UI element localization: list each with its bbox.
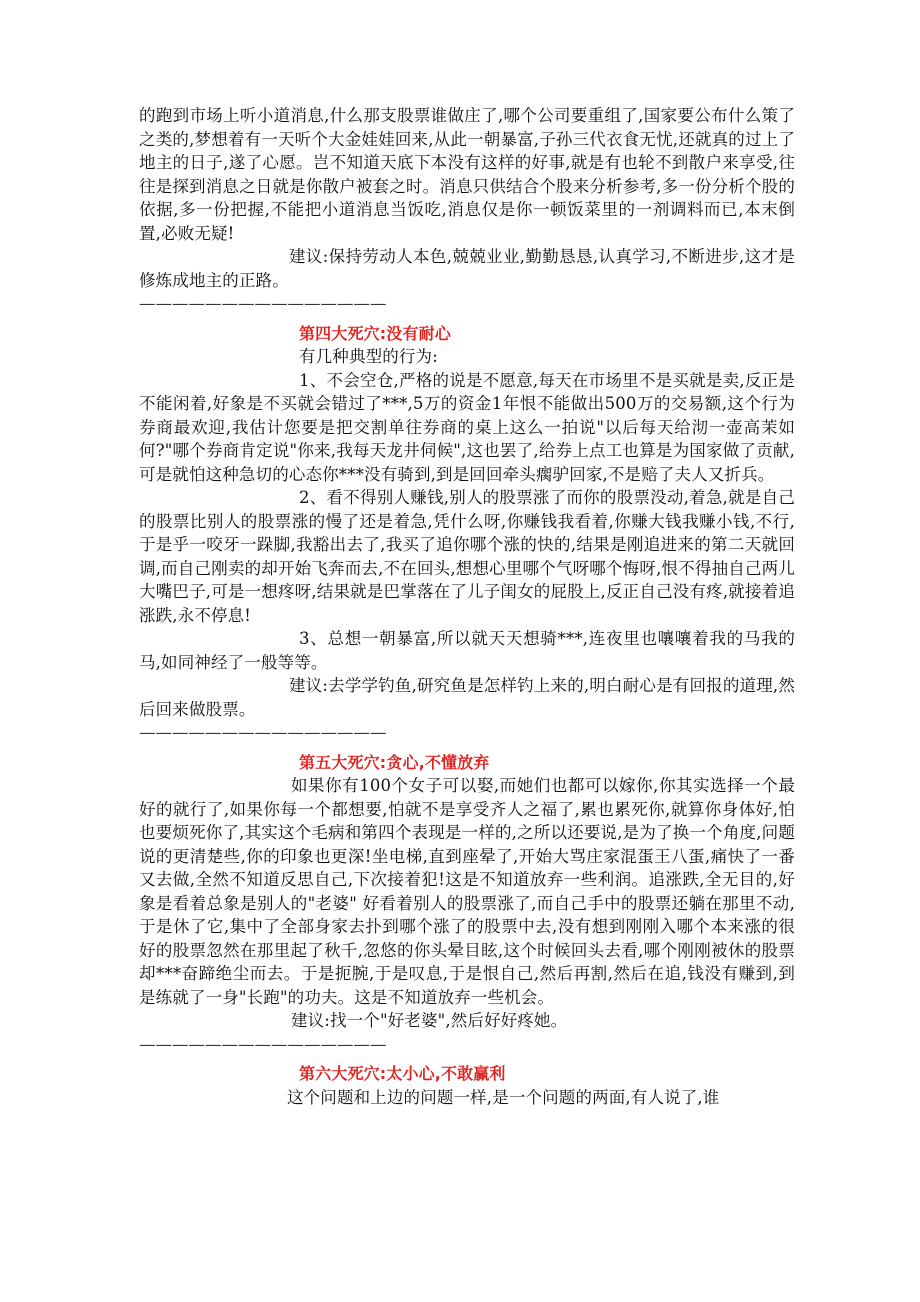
section4-item3: 3、总想一朝暴富,所以就天天想骑***,连夜里也嚷嚷着我的马我的马,如同神经了一般等等。 [139, 629, 795, 672]
section-separator: ——————————————— [139, 723, 387, 742]
section5-advice: 建议:找一个"好老婆",然后好好疼她。 [291, 1011, 568, 1030]
document-page [139, 104, 795, 1109]
section-separator: ——————————————— [139, 294, 387, 313]
section6-body: 这个问题和上边的问题一样,是一个问题的两面,有人说了,谁 [287, 1087, 720, 1107]
section4-title: 第四大死穴:没有耐心 [299, 323, 451, 343]
intro-paragraph: 的跑到市场上听小道消息,什么那支股票谁做庄了,哪个公司要重组了,国家要公布什么策了之类的,梦想着有一天听个大金娃娃回来,从此一朝暴富,子孙三代衣食无忧,还就真的过上了地主的日子,遂了心愿。岂不知道天底下本没有这样的好事,就是有也轮不到散户来享受,往往是探到消息之日就是你散户被套之时。消息只供结合个股来分析参考,多一份分析个股的依据,多一份把握,不能把小道消息当饭吃,消息仅是你一顿饭菜里的一剂调料而已,本末倒置,必败无疑! [139, 106, 795, 243]
section4-advice: 建议:去学学钓鱼,研究鱼是怎样钓上来的,明白耐心是有回报的道理,然后回来做股票。 [139, 676, 795, 719]
section4-item1: 1、不会空仓,严格的说是不愿意,每天在市场里不是买就是卖,反正是不能闲着,好象是不买就会错过了***,5万的资金1年恨不能做出500万的交易额,这个行为券商最欢迎,我估计您要是把交割单往券商的桌上这么一拍说"以后每天给沏一壶高茉如何?"哪个券商肯定说"你来,我每天龙井伺候",这也罢了,给券上点工也算是为国家做了贡献,可是就怕这种急切的心态你***没有骑到,到是回回牵头瘸驴回家,不是赔了夫人又折兵。 [139, 370, 795, 484]
section5-title: 第五大死穴:贪心,不懂放弃 [299, 752, 490, 772]
section6-title: 第六大死穴:太小心,不敢赢利 [299, 1064, 506, 1083]
section5-body: 如果你有100个女子可以娶,而她们也都可以嫁你,你其实选择一个最好的就行了,如果你每一个都想要,怕就不是享受齐人之福了,累也累死你,就算你身体好,怕也要烦死你了,其实这个毛病和第四个表现是一样的,之所以还要说,是为了换一个角度,问题说的更清楚些,你的印象也更深!坐电梯,直到座晕了,开始大骂庄家混蛋王八蛋,痛快了一番又去做,全然不知道反思自己,下次接着犯!这是不知道放弃一些利润。追涨跌,全无目的,好象是看着总象是别人的"老婆" 好看着别人的股票涨了,而自己手中的股票还躺在那里不动,于是休了它,集中了全部身家去扑到哪个涨了的股票中去,没有想到刚刚入哪个本来涨的很好的股票忽然在那里起了秋千,忽悠的你头晕目眩,这个时候回头去看,哪个刚刚被休的股票却***奋蹄绝尘而去。于是扼腕,于是叹息,于是恨自己,然后再割,然后在追,钱没有赚到,到是练就了一身"长跑"的功夫。这是不知道放弃一些机会。 [139, 776, 795, 1007]
section4-lead: 有几种典型的行为: [299, 347, 438, 366]
section4-item2: 2、看不得别人赚钱,别人的股票涨了而你的股票没动,着急,就是自己的股票比别人的股票涨的慢了还是着急,凭什么呀,你赚钱我看着,你赚大钱我赚小钱,不行,于是乎一咬牙一跺脚,我豁出去了,我买了追你哪个涨的快的,结果是刚追进来的第二天就回调,而自己刚卖的却开始飞奔而去,不在回头,想想心里哪个气呀哪个悔呀,恨不得抽自己两儿大嘴巴子,可是一想疼呀,结果就是巴掌落在了儿子闺女的屁股上,反正自己没有疼,就接着追涨跌,永不停息! [139, 488, 795, 625]
intro-advice: 建议:保持劳动人本色,兢兢业业,勤勤恳恳,认真学习,不断进步,这才是修炼成地主的正路。 [139, 247, 795, 290]
section-separator: ——————————————— [139, 1034, 387, 1054]
